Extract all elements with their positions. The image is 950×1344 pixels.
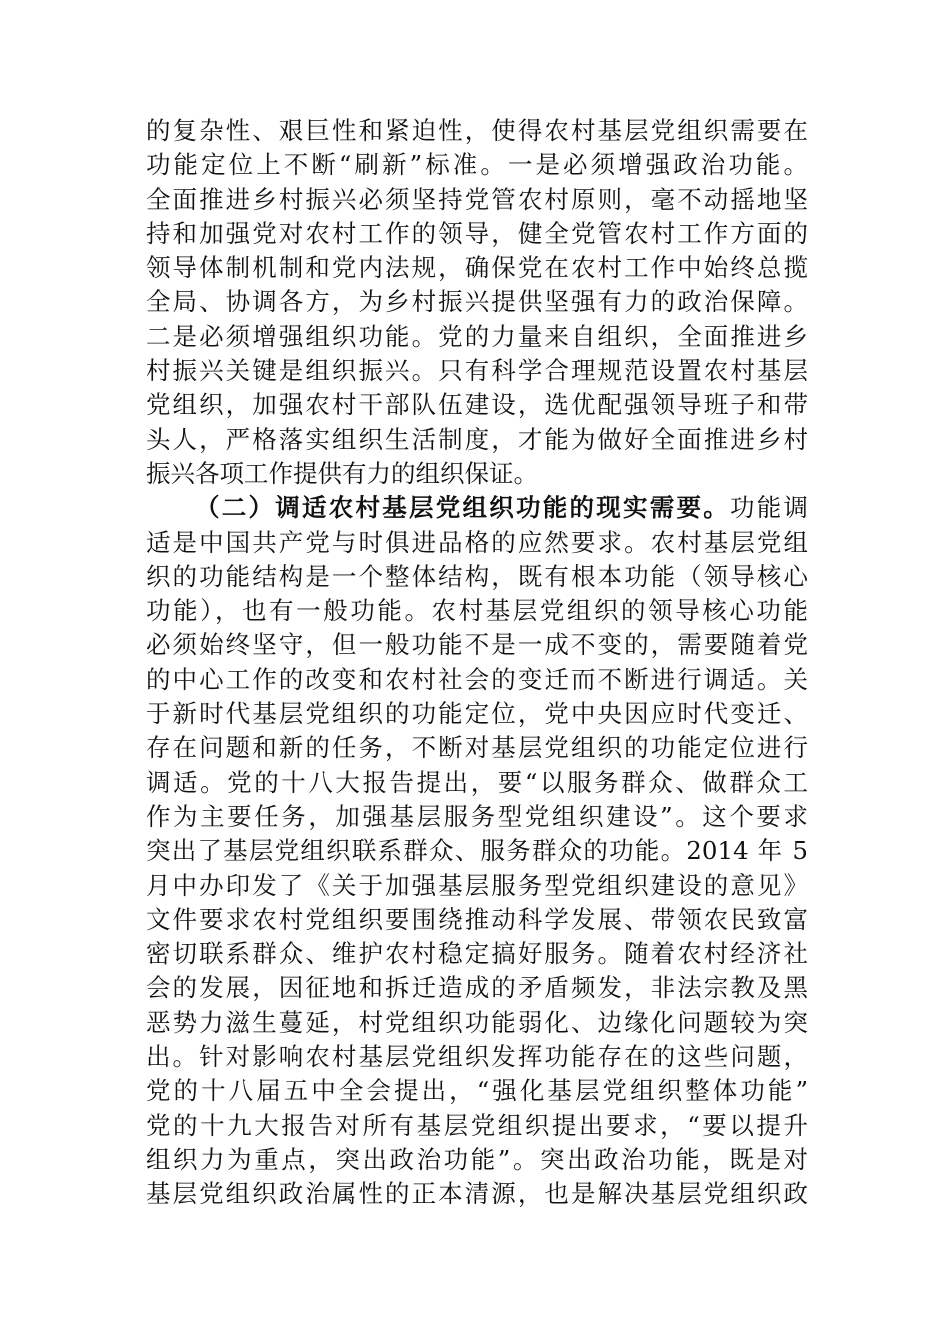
text-line [146,800,808,834]
line-text: 党组织，加强农村干部队伍建设，选优配强领导班子和带 [146,390,808,420]
text-line [146,869,808,903]
line-text: 党的十九大报告对所有基层党组织提出要求，“要以提升 [146,1110,808,1140]
line-text: 密切联系群众、维护农村稳定搞好服务。随着农村经济社 [146,939,808,969]
line-text: 领导体制机制和党内法规，确保党在农村工作中始终总揽 [146,253,808,283]
text-line [146,457,808,491]
line-text: 振兴各项工作提供有力的组织保证。 [146,458,538,488]
text-line [146,937,808,971]
text-line [146,1177,808,1211]
text-line [146,1006,808,1040]
text-line [146,1040,808,1074]
section-heading: （二）调适农村基层党组织功能的现实需要。 [195,493,730,523]
line-text: 村振兴关键是组织振兴。只有科学合理规范设置农村基层 [146,356,808,386]
text-line [146,526,808,560]
line-text: 必须始终坚守，但一般功能不是一成不变的，需要随着党 [146,630,808,660]
line-text: 存在问题和新的任务，不断对基层党组织的功能定位进行 [146,733,808,763]
text-line [146,834,808,868]
line-text: 会的发展，因征地和拆迁造成的矛盾频发，非法宗教及黑 [146,973,808,1003]
line-text: 二是必须增强组织功能。党的力量来自组织，全面推进乡 [146,321,808,351]
line-text: 月中办印发了《关于加强基层服务型党组织建设的意见》 [146,870,808,900]
text-line [146,354,808,388]
line-text: 组织力为重点，突出政治功能”。突出政治功能，既是对 [146,1144,808,1174]
line-text: 织的功能结构是一个整体结构，既有根本功能（领导核心 [146,561,808,591]
line-text: 调适。党的十八大报告提出，要“以服务群众、做群众工 [146,767,808,797]
line-text: 的中心工作的改变和农村社会的变迁而不断进行调适。关 [146,664,808,694]
text-line [146,663,808,697]
line-text: 作为主要任务，加强基层服务型党组织建设”。这个要求 [146,801,808,831]
line-text: 全局、协调各方，为乡村振兴提供坚强有力的政治保障。 [146,287,808,317]
line-text: 功能），也有一般功能。农村基层党组织的领导核心功能 [146,596,808,626]
line-text: 适是中国共产党与时俱进品格的应然要求。农村基层党组 [146,527,808,557]
line-text: 突出了基层党组织联系群众、服务群众的功能。2014 年 5 [146,836,808,866]
line-text: 持和加强党对农村工作的领导，健全党管农村工作方面的 [146,218,808,248]
text-line [146,423,808,457]
text-line [146,1143,808,1177]
line-text: 基层党组织政治属性的正本清源，也是解决基层党组织政 [146,1179,808,1209]
text-line [146,388,808,422]
text-line [146,251,808,285]
line-text: 于新时代基层党组织的功能定位，党中央因应时代变迁、 [146,699,808,729]
text-line [146,285,808,319]
line-text: 全面推进乡村振兴必须坚持党管农村原则，毫不动摇地坚 [146,184,808,214]
text-line [146,594,808,628]
text-line [146,971,808,1005]
text-line [146,1109,808,1143]
text-line [146,697,808,731]
line-text: 头人，严格落实组织生活制度，才能为做好全面推进乡村 [146,424,808,454]
text-line [146,1074,808,1108]
body-text [146,114,808,1212]
text-line [146,183,808,217]
line-text: 出。针对影响农村基层党组织发挥功能存在的这些问题， [146,1042,808,1072]
text-line [146,560,808,594]
line-text: 功能调 [730,493,808,523]
line-text: 功能定位上不断“刷新”标准。一是必须增强政治功能。 [146,150,808,180]
text-line [146,628,808,662]
text-line [146,148,808,182]
line-text: 文件要求农村党组织要围绕推动科学发展、带领农民致富 [146,904,808,934]
line-text: 党的十八届五中全会提出，“强化基层党组织整体功能” [146,1076,808,1106]
text-line [146,903,808,937]
line-text: 恶势力滋生蔓延，村党组织功能弱化、边缘化问题较为突 [146,1007,808,1037]
text-line [146,491,808,525]
text-line [146,766,808,800]
text-line [146,320,808,354]
text-line [146,114,808,148]
text-line [146,217,808,251]
text-line [146,731,808,765]
line-text: 的复杂性、艰巨性和紧迫性，使得农村基层党组织需要在 [146,116,808,145]
